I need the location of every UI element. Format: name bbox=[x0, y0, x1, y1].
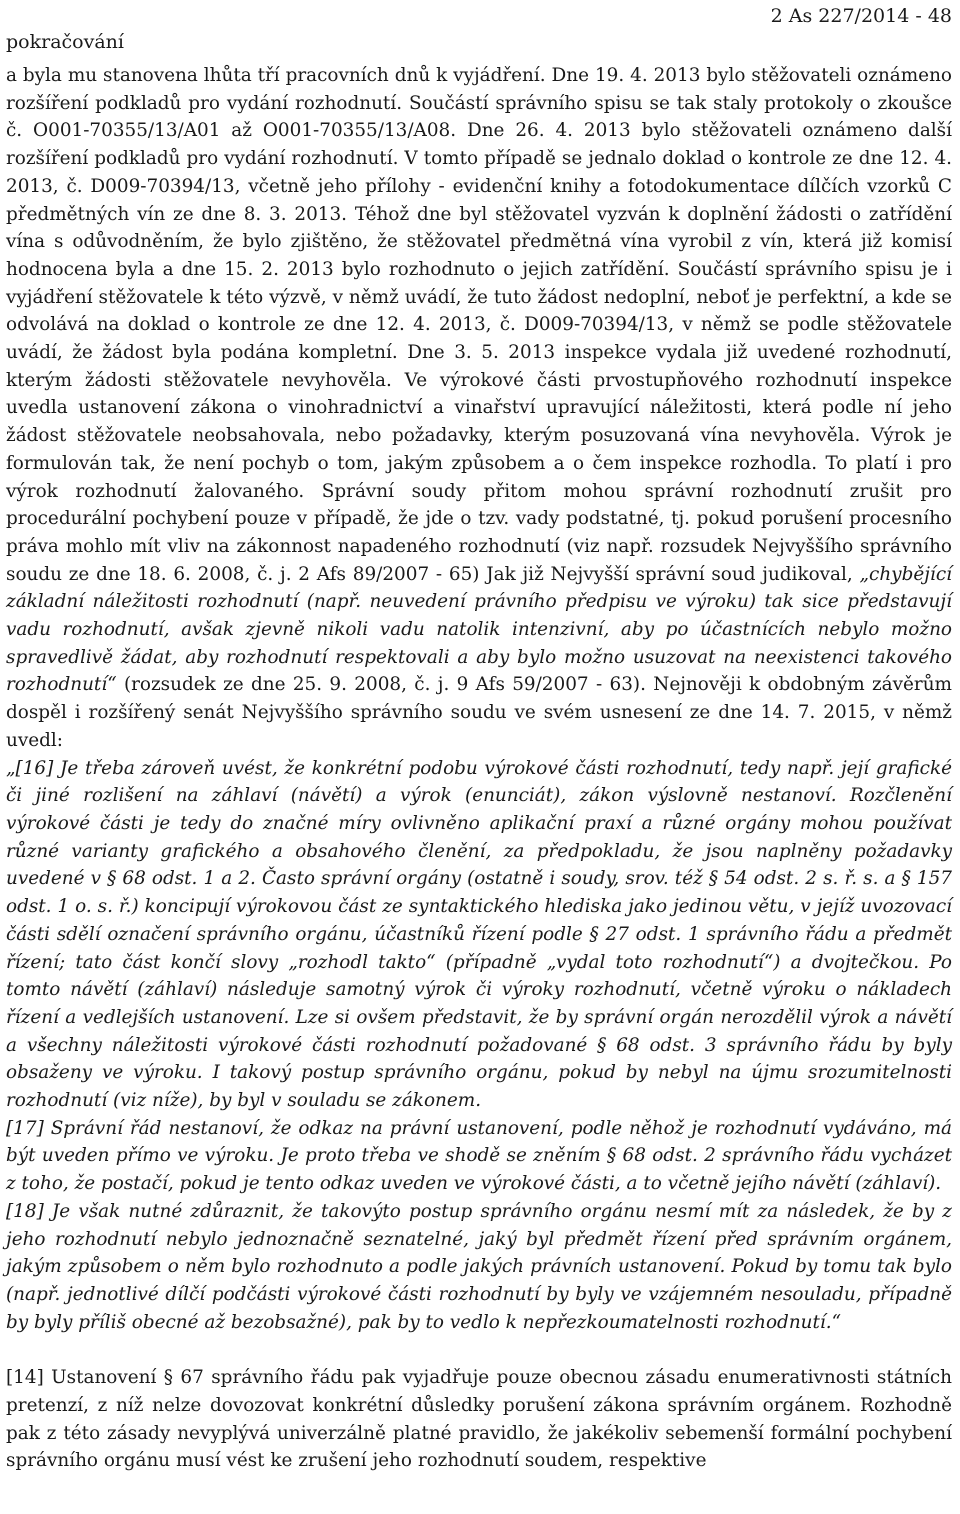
document-page bbox=[6, 0, 952, 1475]
paragraph-gap bbox=[6, 1336, 952, 1364]
case-number: 2 As 227/2014 - 48 bbox=[770, 5, 952, 27]
main-paragraph-quote: „chybějící základní náležitosti rozhodnutí (např. neuvedení právního předpisu ve výroku) tak sice představují vadu rozhodnutí, avšak zjevně nikoli vadu natolik intenzivní, aby po účastnících nebylo možno spravedlivě žádat, aby rozhodnutí respektovali a aby bylo možno usuzovat na neexistenci takového rozhodnutí“ bbox=[6, 563, 952, 696]
quote-paragraph-16: „[16] Je třeba zároveň uvést, že konkrétní podobu výrokové části rozhodnutí, tedy např. její grafické či jiné rozlišení na záhlaví (návětí) a výrok (enunciát), zákon výslovně nestanoví. Rozčlenění výrokové části je tedy do značné míry ovlivněno aplikační praxí a různé orgány mohou používat různé varianty grafického a obsahového členění, za předpokladu, že jsou naplněny požadavky uvedené v § 68 odst. 1 a 2. Často správní orgány (ostatně i soudy, srov. též § 54 odst. 2 s. ř. s. a § 157 odst. 1 o. s. ř.) koncipují výrokovou část ze syntaktického hlediska jako jedinou větu, v jejíž uvozovací části sdělí označení správního orgánu, účastníků řízení podle § 27 odst. 1 správního řádu a předmět řízení; tato část končí slovy „rozhodl takto“ (případně „vydal toto rozhodnutí“) a dvojtečkou. Po tomto návětí (záhlaví) následuje samotný výrok či výroky rozhodnutí, včetně výroku o nákladech řízení a vedlejších ustanovení. Lze si ovšem představit, že by správní orgán nerozdělil výrok a návětí a všechny náležitosti výrokové části rozhodnutí požadované § 68 odst. 3 správního řádu by byly obsaženy ve výroku. I takový postup správního orgánu, pokud by nebyl na újmu srozumitelnosti rozhodnutí (viz níže), by byl v souladu se zákonem. bbox=[6, 757, 952, 1112]
paragraph-14: [14] Ustanovení § 67 správního řádu pak vyjadřuje pouze obecnou zásadu enumerativnosti státních pretenzí, z níž nelze dovozovat konkrétní důsledky porušení zákona správním orgánem. Rozhodně pak z této zásady nevyplývá univerzálně platné pravidlo, že jakékoliv sebemenší formální pochybení správního orgánu musí vést ke zrušení jeho rozhodnutí soudem, respektive bbox=[6, 1367, 952, 1472]
main-paragraph bbox=[6, 62, 952, 755]
main-paragraph-end: (rozsudek ze dne 25. 9. 2008, č. j. 9 Afs 59/2007 - 63). Nejnověji k obdobným závěrům dospěl i rozšířený senát Nejvyššího správního soudu ve svém usnesení ze dne 14. 7. 2015, v němž uvedl: bbox=[6, 674, 952, 751]
continuation-label: pokračování bbox=[6, 31, 124, 53]
page-header bbox=[6, 0, 952, 62]
main-paragraph-text: a byla mu stanovena lhůta tří pracovních dnů k vyjádření. Dne 19. 4. 2013 bylo stěžovateli oznámeno rozšíření podkladů pro vydání rozhodnutí. Součástí správního spisu se tak staly protokoly o zkoušce č. O001-70355/13/A01 až O001-70355/13/A08. Dne 26. 4. 2013 bylo stěžovateli oznámeno další rozšíření podkladů pro vydání rozhodnutí. V tomto případě se jednalo doklad o kontrole ze dne 12. 4. 2013, č. D009-70394/13, včetně jeho přílohy - evidenční knihy a fotodokumentace dílčích vzorků C předmětných vín ze dne 8. 3. 2013. Téhož dne byl stěžovatel vyzván k doplnění žádosti o zatřídění vína s odůvodněním, že bylo zjištěno, že stěžovatel předmětná vína vyrobil z vín, která již komisí hodnocena byla a dne 15. 2. 2013 bylo rozhodnuto o jejich zatřídění. Součástí správního spisu je i vyjádření stěžovatele k této výzvě, v němž uvádí, že tuto žádost nedoplní, neboť je perfektní, a kde se odvolává na doklad o kontrole ze dne 12. 4. 2013, č. D009-70394/13, v němž se podle stěžovatele uvádí, že žádost byla podána kompletní. Dne 3. 5. 2013 inspekce vydala již uvedené rozhodnutí, kterým žádosti stěžovatele nevyhověla. Ve výrokové části prvostupňového rozhodnutí inspekce uvedla ustanovení zákona o vinohradnictví a vinařství upravující náležitosti, která podle ní jeho žádost stěžovatele neobsahovala, nebo požadavky, kterým posuzovaná vína nevyhověla. Výrok je formulován tak, že není pochyb o tom, jakým způsobem a o čem inspekce rozhodla. To platí i pro výrok rozhodnutí žalovaného. Správní soudy přitom mohou správní rozhodnutí zrušit pro procedurální pochybení pouze v případě, že jde o tzv. vady podstatné, tj. pokud porušení procesního práva mohlo mít vliv na zákonnost napadeného rozhodnutí (viz např. rozsudek Nejvyššího správního soudu ze dne 18. 6. 2008, č. j. 2 Afs 89/2007 - 65) Jak již Nejvyšší správní soud judikoval, bbox=[6, 65, 952, 585]
quote-paragraph-18: [18] Je však nutné zdůraznit, že takovýto postup správního orgánu nesmí mít za následek, že by z jeho rozhodnutí nebylo jednoznačně seznatelné, jaký byl předmět řízení před správním orgánem, jakým způsobem o něm bylo rozhodnuto a podle jakých právních ustanovení. Pokud by tomu tak bylo (např. jednotlivé dílčí podčásti výrokové části rozhodnutí by byly ve vzájemném nesouladu, případně by byly příliš obecné až bezobsažné), pak by to vedlo k nepřezkoumatelnosti rozhodnutí.“ bbox=[6, 1200, 952, 1333]
quote-paragraph-17: [17] Správní řád nestanoví, že odkaz na právní ustanovení, podle něhož je rozhodnutí vydáváno, má být uveden přímo ve výroku. Je proto třeba ve shodě se zněním § 68 odst. 2 správního řádu vycházet z toho, že postačí, pokud je tento odkaz uveden ve výrokové části, a to včetně jejího návětí (záhlaví). bbox=[6, 1117, 952, 1195]
